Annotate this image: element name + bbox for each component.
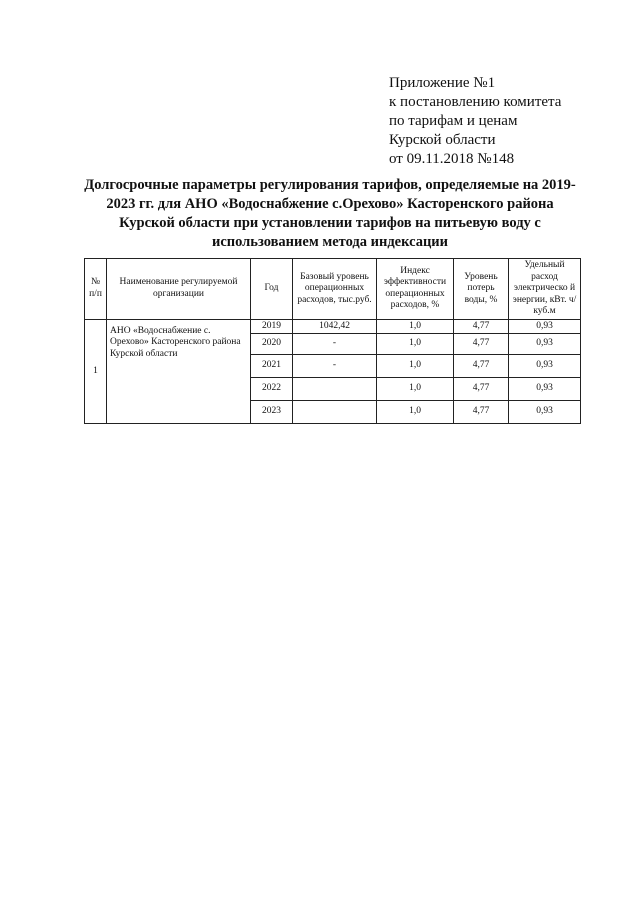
annex-line: от 09.11.2018 №148	[389, 151, 515, 167]
efficiency-index-cell: 1,0	[377, 319, 454, 334]
document-title: Долгосрочные параметры регулирования тарифов, определяемые на 2019-2023 гг. для АНО «Водоснабжение с.Орехово» Касторенского района Курской области при установлении тарифов на питьевую воду с использованием метода индексации	[84, 177, 576, 250]
base-cost-cell: -	[293, 334, 377, 355]
water-losses-cell: 4,77	[454, 378, 509, 401]
header-cell: Год	[251, 259, 293, 320]
base-cost-cell	[293, 401, 377, 424]
energy-consumption-cell: 0,93	[509, 334, 581, 355]
efficiency-index-cell: 1,0	[377, 378, 454, 401]
annex-block	[389, 74, 609, 169]
header-cell: Индекс эффективности операционных расходов, %	[377, 259, 454, 320]
organization-cell: АНО «Водоснабжение с. Орехово» Касторенского района Курской области	[107, 319, 251, 424]
water-losses-cell: 4,77	[454, 334, 509, 355]
base-cost-cell	[293, 378, 377, 401]
energy-consumption-cell: 0,93	[509, 355, 581, 378]
row-number-cell: 1	[85, 319, 107, 424]
header-cell: Уровень потерь воды, %	[454, 259, 509, 320]
base-cost-cell: -	[293, 355, 377, 378]
header-cell: № п/п	[85, 259, 107, 320]
annex-line: Курской области	[389, 132, 496, 148]
water-losses-cell: 4,77	[454, 319, 509, 334]
water-losses-cell: 4,77	[454, 355, 509, 378]
parameters-table	[84, 258, 581, 424]
header-cell: Наименование регулируемой организации	[107, 259, 251, 320]
water-losses-cell: 4,77	[454, 401, 509, 424]
year-cell: 2022	[251, 378, 293, 401]
energy-consumption-cell: 0,93	[509, 401, 581, 424]
energy-consumption-cell: 0,93	[509, 378, 581, 401]
table-header-row	[85, 259, 581, 320]
year-cell: 2023	[251, 401, 293, 424]
table-row	[85, 319, 581, 334]
header-cell: Базовый уровень операционных расходов, тыс.руб.	[293, 259, 377, 320]
efficiency-index-cell: 1,0	[377, 334, 454, 355]
year-cell: 2021	[251, 355, 293, 378]
annex-line: по тарифам и ценам	[389, 113, 518, 129]
efficiency-index-cell: 1,0	[377, 355, 454, 378]
energy-consumption-cell: 0,93	[509, 319, 581, 334]
annex-line: к постановлению комитета	[389, 94, 562, 110]
base-cost-cell: 1042,42	[293, 319, 377, 334]
efficiency-index-cell: 1,0	[377, 401, 454, 424]
year-cell: 2020	[251, 334, 293, 355]
annex-line: Приложение №1	[389, 75, 496, 91]
header-cell: Удельный расход электрическо й энергии, кВт. ч/куб.м	[509, 259, 581, 320]
year-cell: 2019	[251, 319, 293, 334]
